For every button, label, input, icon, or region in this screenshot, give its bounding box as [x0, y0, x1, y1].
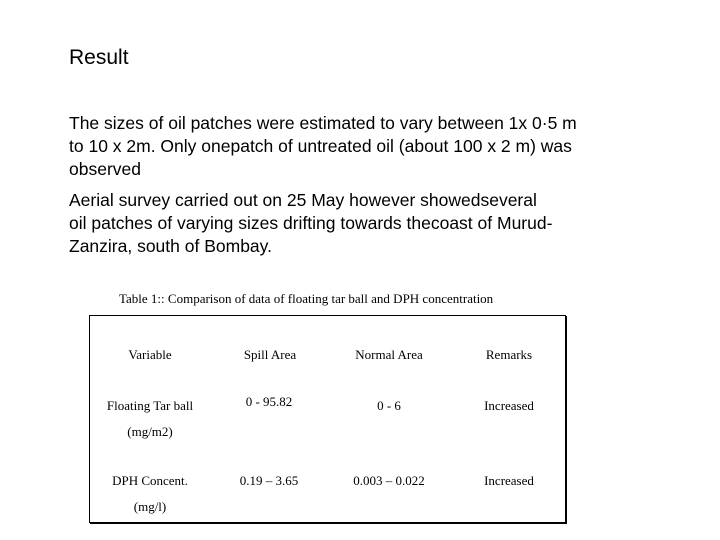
table-cell-spill-area: 0 - 95.82 [245, 394, 293, 409]
paragraph-line: Zanzira, south of Bombay. [69, 236, 272, 256]
result-paragraph-1 [69, 112, 577, 181]
paragraph-line: observed [69, 159, 141, 179]
table-cell-remarks: Increased [484, 398, 534, 413]
paragraph-line: The sizes of oil patches were estimated to vary between 1x 0·5 m [69, 113, 577, 133]
section-heading: Result [69, 46, 129, 69]
table-header-normal-area: Normal Area [355, 347, 423, 362]
table-header-spill-area: Spill Area [243, 347, 297, 362]
table-cell-variable: DPH Concent. [112, 473, 188, 488]
table-cell-variable: Floating Tar ball [106, 398, 194, 413]
table-cell-spill-area: 0.19 – 3.65 [239, 473, 299, 488]
table-cell-unit: (mg/m2) [127, 424, 173, 439]
table-caption: Table 1:: Comparison of data of floating tar ball and DPH concentration [119, 291, 494, 306]
table-cell-remarks: Increased [484, 473, 534, 488]
table-cell-normal-area: 0 - 6 [377, 398, 401, 413]
table-header-variable: Variable [128, 347, 172, 362]
table-cell-unit: (mg/l) [133, 499, 167, 514]
table-header-remarks: Remarks [485, 347, 533, 362]
paragraph-line: oil patches of varying sizes drifting towards thecoast of Murud- [69, 213, 553, 233]
table-cell-normal-area: 0.003 – 0.022 [353, 473, 425, 488]
result-paragraph-2 [69, 189, 552, 258]
paragraph-line: to 10 x 2m. Only onepatch of untreated oil (about 100 x 2 m) was [69, 136, 572, 156]
paragraph-line: Aerial survey carried out on 25 May however showedseveral [69, 190, 537, 210]
